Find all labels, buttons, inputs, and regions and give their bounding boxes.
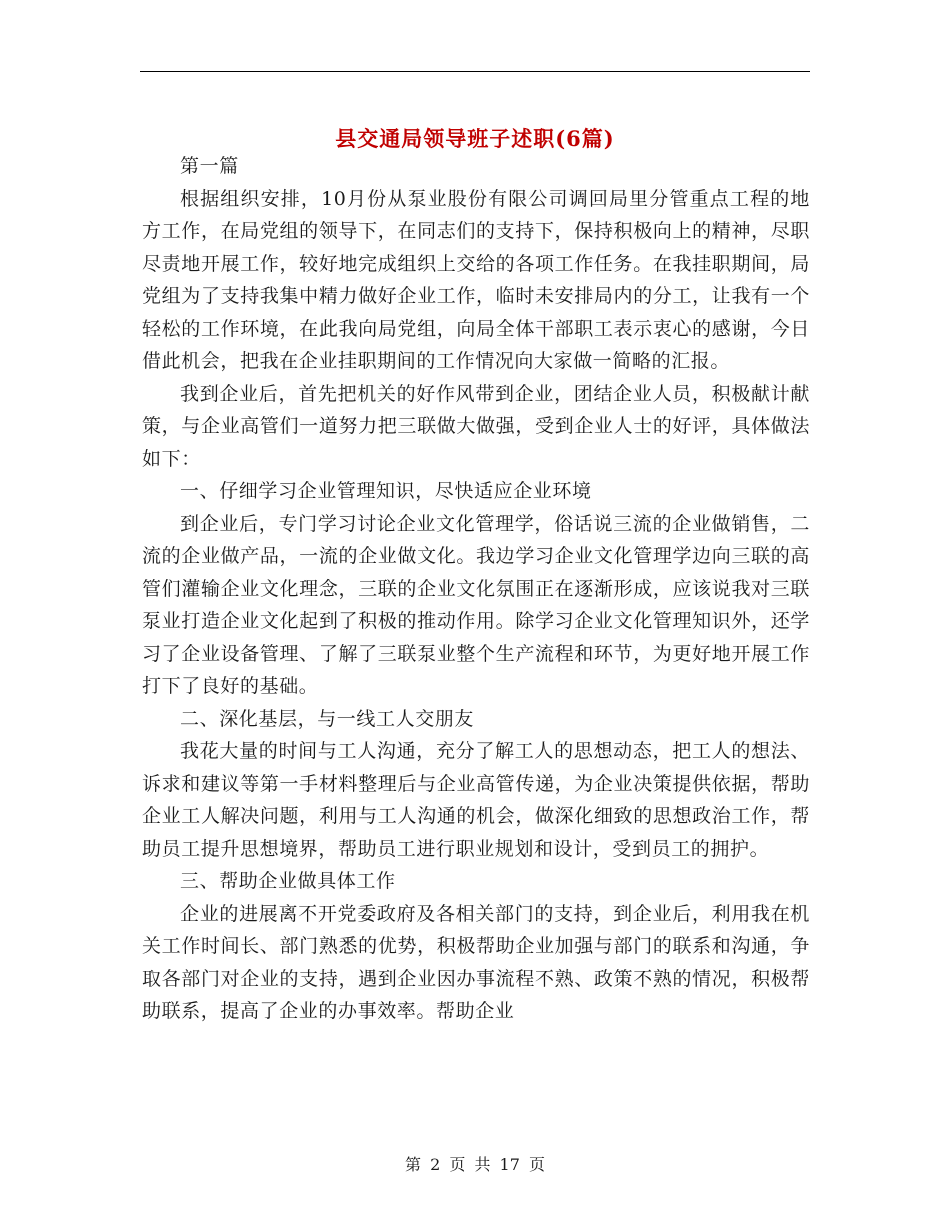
body-paragraph: 我花大量的时间与工人沟通，充分了解工人的思想动态，把工人的想法、诉求和建议等第一手材料整理后与企业高管传递，为企业决策提供依据，帮助企业工人解决问题，利用与工人沟通的机会，做深化细致的思想政治工作，帮助员工提升思想境界，帮助员工进行职业规划和设计，受到员工的拥护。 [142,740,810,860]
body-paragraph: 到企业后，专门学习讨论企业文化管理学，俗话说三流的企业做销售，二流的企业做产品，一流的企业做文化。我边学习企业文化管理学边向三联的高管们灌输企业文化理念，三联的企业文化氛围正在逐渐形成，应该说我对三联泵业打造企业文化起到了积极的推动作用。除学习企业文化管理知识外，还学习了企业设备管理、了解了三联泵业整个生产流程和环节，为更好地开展工作打下了良好的基础。 [142,512,810,697]
subsection-heading: 一、仔细学习企业管理知识，尽快适应企业环境 [180,480,592,502]
page-number: 第 2 页 共 17 页 [405,1155,545,1174]
body-paragraph: 我到企业后，首先把机关的好作风带到企业，团结企业人员，积极献计献策，与企业高管们一道努力把三联做大做强，受到企业人士的好评，具体做法如下： [142,382,810,470]
header-rule [140,71,810,72]
subsection-heading: 三、帮助企业做具体工作 [180,870,396,892]
section-heading: 第一篇 [180,155,239,177]
body-paragraph: 根据组织安排，10月份从泵业股份有限公司调回局里分管重点工程的地方工作，在局党组的领导下，在同志们的支持下，保持积极向上的精神，尽职尽责地开展工作，较好地完成组织上交给的各项工作任务。在我挂职期间，局党组为了支持我集中精力做好企业工作，临时未安排局内的分工，让我有一个轻松的工作环境，在此我向局党组，向局全体干部职工表示衷心的感谢，今日借此机会，把我在企业挂职期间的工作情况向大家做一简略的汇报。 [142,187,810,372]
subsection-heading: 二、深化基层，与一线工人交朋友 [180,707,475,730]
document-body [142,150,810,1028]
body-paragraph: 企业的进展离不开党委政府及各相关部门的支持，到企业后，利用我在机关工作时间长、部门熟悉的优势，积极帮助企业加强与部门的联系和沟通，争取各部门对企业的支持，遇到企业因办事流程不熟、政策不熟的情况，积极帮助联系，提高了企业的办事效率。帮助企业 [142,902,810,1022]
page-title: 县交通局领导班子述职(6篇) [335,126,615,152]
